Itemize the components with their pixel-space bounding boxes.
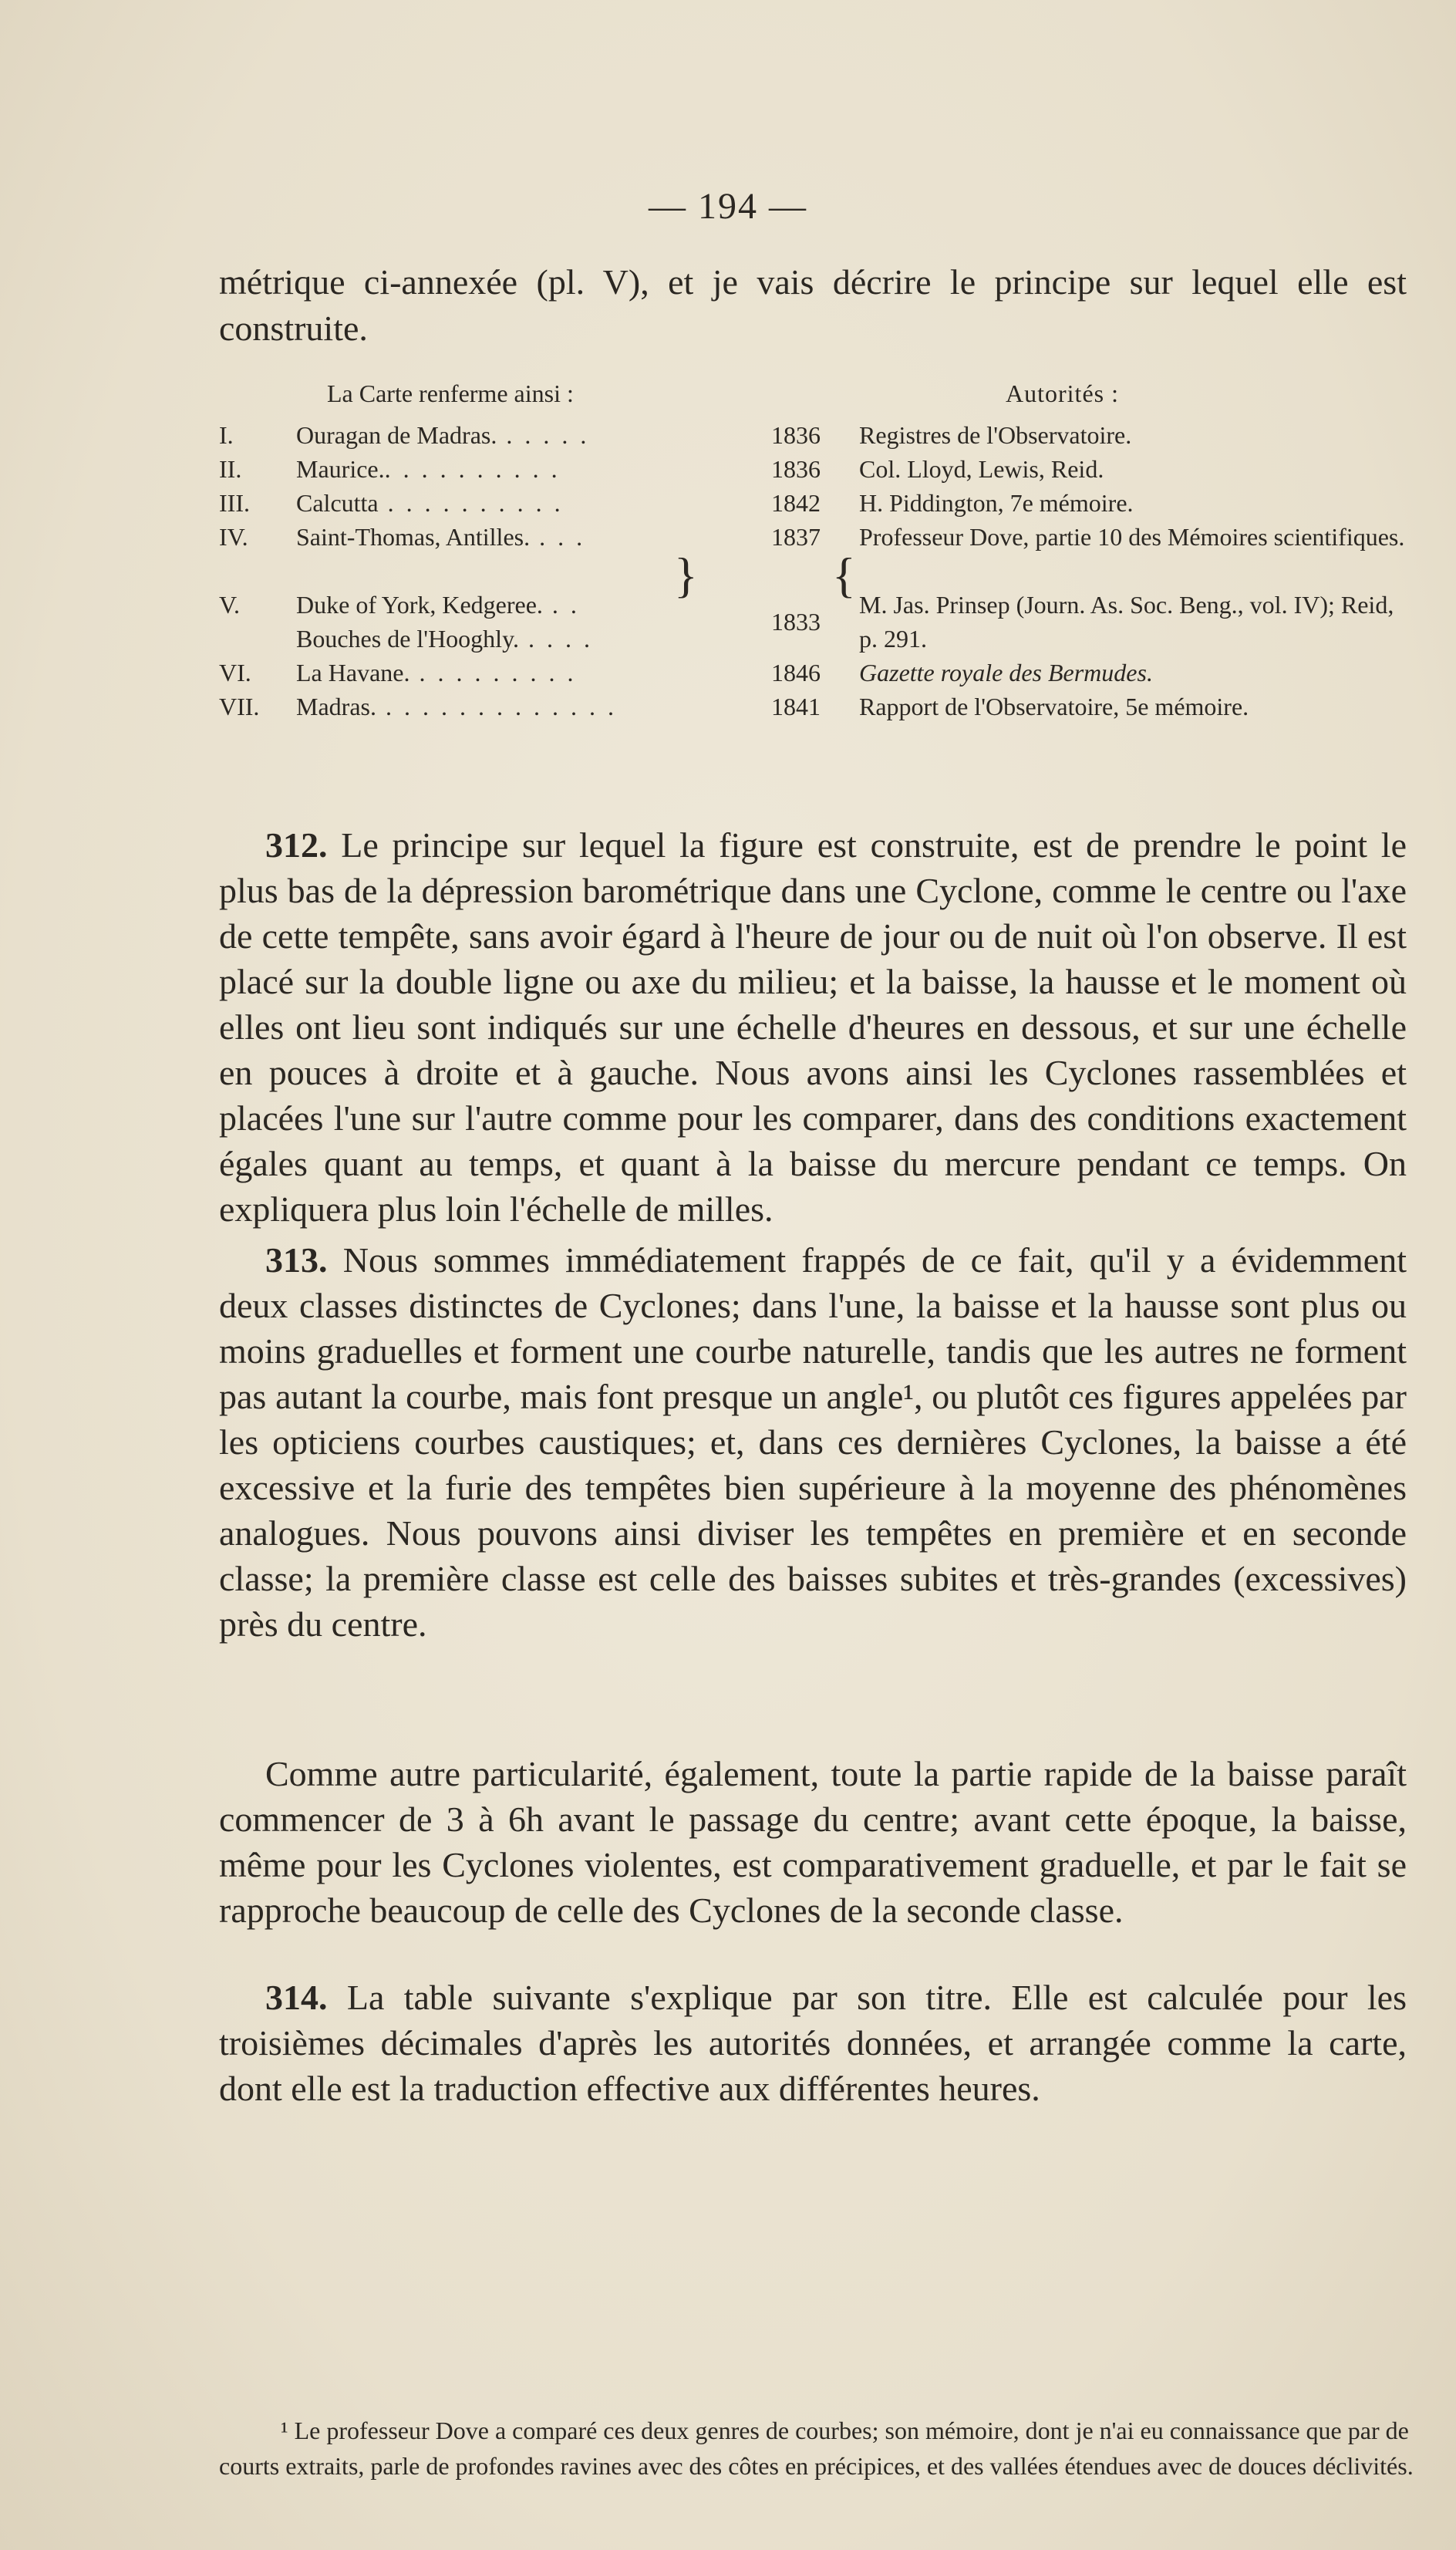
section-313-continued [219, 1751, 1407, 1933]
table-left-header: La Carte renferme ainsi : [327, 379, 574, 407]
table-row [219, 690, 1422, 724]
row-authority: Registres de l'Observatoire. [859, 421, 1132, 449]
intro-paragraph: métrique ci-annexée (pl. V), et je vais décrire le principe sur lequel elle est construite. [219, 262, 1407, 348]
row-place-text: Saint-Thomas, Antilles. [296, 523, 531, 551]
section-313 [219, 1237, 1407, 1647]
footnote [219, 2413, 1422, 2484]
page-number: — 194 — [649, 186, 807, 227]
row-year: 1836 [771, 421, 821, 449]
row-number: I. [219, 421, 234, 449]
row-leader-dots: . . . . . . . . . . [384, 455, 561, 483]
row-year: 1836 [771, 455, 821, 483]
section-312-text: Le principe sur lequel la figure est construite, est de prendre le point le plus bas de la dépression barométrique dans une Cyclone, comme le centre ou l'axe de cette tempête, sans avoir égard à l'heure de jour ou de nuit où l'on observe. Il est placé sur la double ligne ou axe du milieu; et la baisse, la hausse et le moment où elles ont lieu sont indiqués sur une échelle d'heures en dessous, et sur une échelle en pouces à droite et à gauche. Nous avons ainsi les Cyclones rassemblées et placées l'une sur l'autre comme pour les comparer, dans des conditions exactement égales quant au temps, et quant à la baisse du mercure pendant ce temps. On expliquera plus loin l'échelle de milles. [219, 825, 1407, 1229]
row-number: VII. [219, 693, 260, 720]
section-312 [219, 822, 1407, 1232]
row-leader-dots: . . . . . . . . . [410, 659, 577, 686]
table-row [219, 418, 1422, 452]
row-year: 1842 [771, 489, 821, 517]
row-leader-dots: . . . . . [497, 421, 590, 449]
table-header [219, 376, 1422, 418]
footnote-text: ¹ Le professeur Dove a comparé ces deux genres de courbes; son mémoire, dont je n'ai eu connaissance que par de courts extraits, parle de profondes ravines avec des côtes en précipices, et des vallées étendues avec de douces déclivités. [219, 2417, 1414, 2480]
row-place-text: Maurice. [296, 455, 385, 483]
row-number: III. [219, 489, 250, 517]
table-row [219, 452, 1422, 486]
row-authority: M. Jas. Prinsep (Journ. As. Soc. Beng., vol. IV); Reid, p. 291. [859, 591, 1394, 653]
row-year: 1841 [771, 693, 821, 720]
row-year: 1846 [771, 659, 821, 686]
row-place-text: Bouches de l'Hooghly. [296, 625, 519, 653]
row-leader-dots: . . [542, 591, 580, 619]
section-314-text: La table suivante s'explique par son titre. Elle est calculée pour les troisièmes décimales d'après les autorités données, et arrangée comme la carte, dont elle est la traduction effective aux différentes heures. [219, 1978, 1407, 2108]
row-number: II. [219, 455, 242, 483]
table-rows [219, 418, 1422, 724]
table-row [219, 520, 1422, 588]
table-row [219, 656, 1422, 690]
section-number-313: 313. [265, 1240, 328, 1280]
left-brace: } [674, 548, 698, 602]
section-313b-text: Comme autre particularité, également, toute la partie rapide de la baisse paraît commencer de 3 à 6h avant le passage du centre; avant cette époque, la baisse, même pour les Cyclones violentes, est comparativement graduelle, et par le fait se rapproche beaucoup de celle des Cyclones de la seconde classe. [219, 1754, 1407, 1930]
storms-table [219, 376, 1422, 724]
row-year: 1837 [771, 523, 821, 551]
section-314 [219, 1975, 1407, 2111]
row-place [296, 622, 851, 656]
row-authority: Professeur Dove, partie 10 des Mémoires scientifiques. [859, 523, 1405, 551]
section-number-312: 312. [265, 825, 328, 865]
right-brace: { [832, 548, 856, 602]
row-leader-dots: . . . [530, 523, 586, 551]
row-number: V. [219, 591, 240, 619]
section-number-314: 314. [265, 1978, 328, 2017]
row-place-text: Calcutta [296, 489, 379, 517]
table-row [219, 486, 1422, 520]
row-place-text: Ouragan de Madras. [296, 421, 497, 449]
row-place-text: Madras. [296, 693, 376, 720]
row-leader-dots: . . . . . . . . . . . . . [376, 693, 617, 720]
row-number: VI. [219, 659, 251, 686]
row-year: 1833 [771, 608, 821, 636]
row-number: IV. [219, 523, 248, 551]
row-leader-dots: . . . . [518, 625, 593, 653]
row-place-text: La Havane. [296, 659, 410, 686]
table-row [219, 622, 1422, 656]
row-authority: Col. Lloyd, Lewis, Reid. [859, 455, 1104, 483]
table-right-header: Autorités : [1006, 379, 1119, 407]
row-place-text: Duke of York, Kedgeree. [296, 591, 543, 619]
row-authority: H. Piddington, 7e mémoire. [859, 489, 1134, 517]
row-leader-dots: . . . . . . . . . . [378, 489, 564, 517]
section-313-text: Nous sommes immédiatement frappés de ce fait, qu'il y a évidemment deux classes distinctes de Cyclones; dans l'une, la baisse et la hausse sont plus ou moins graduelles et forment une courbe naturelle, tandis que les autres ne forment pas autant la courbe, mais font presque un angle¹, ou plutôt ces figures appelées par les opticiens courbes caustiques; et, dans ces dernières Cyclones, la baisse a été excessive et la furie des tempêtes bien supérieure à la moyenne des phénomènes analogues. Nous pouvons ainsi diviser les tempêtes en première et en seconde classe; la première classe est celle des baisses subites et très-grandes (excessives) près du centre. [219, 1240, 1407, 1644]
row-authority: Rapport de l'Observatoire, 5e mémoire. [859, 693, 1249, 720]
row-authority: Gazette royale des Bermudes. [859, 659, 1153, 686]
